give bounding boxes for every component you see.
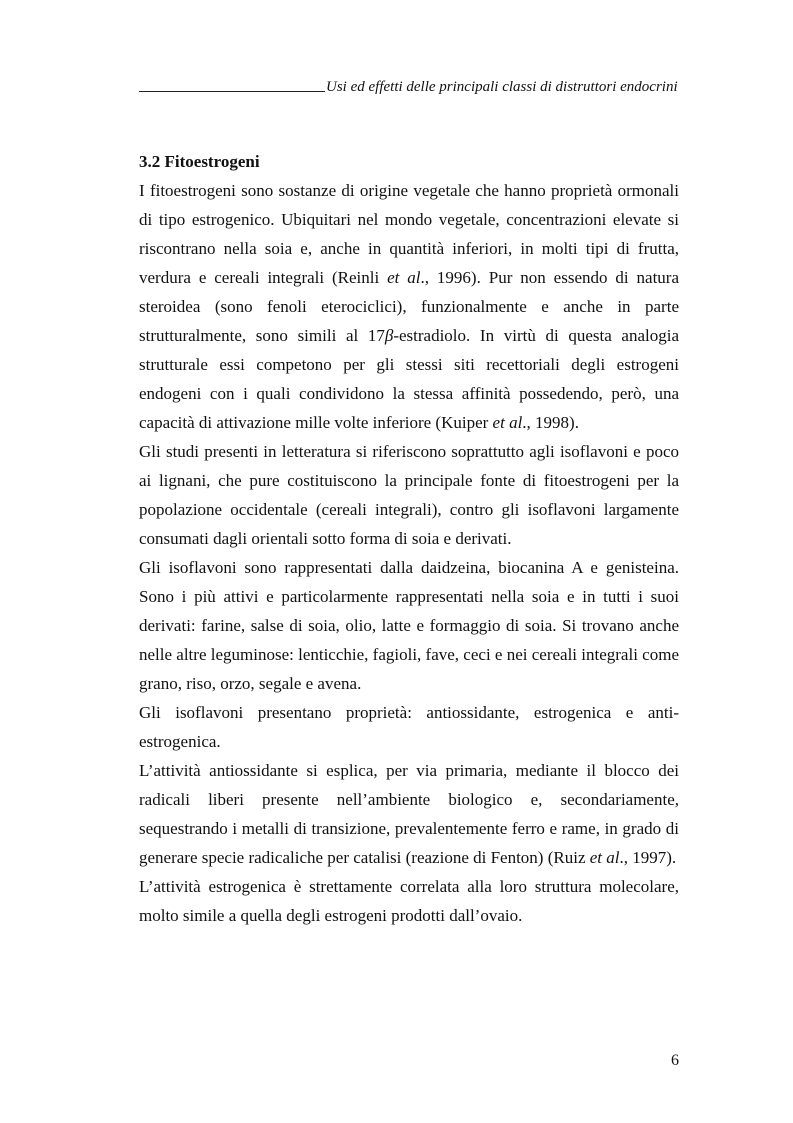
paragraph-3: Gli isoflavoni sono rappresentati dalla daidzeina, biocanina A e genisteina. Sono i più attivi e particolarmente rappresentati nella soia e in tutti i suoi derivati: farine, salse di soia, olio, latte e formaggio di soia. Si trovano anche nelle altre leguminose: lenticchie, fagioli, fave, ceci e nei cereali integrali come grano, riso, orzo, segale e avena. — [139, 558, 679, 693]
running-title: Usi ed effetti delle principali classi di distruttori endocrini — [326, 79, 678, 95]
paragraph-1: I fitoestrogeni sono sostanze di origine vegetale che hanno proprietà ormonali di tipo estrogenico. Ubiquitari nel mondo vegetale, concentrazioni elevate si riscontrano nella soia e, anche in quantità inferiori, in molti tipi di frutta, verdura e cereali integrali (Reinli et al., 1996). Pur non essendo di natura steroidea (sono fenoli eterociclici), funzionalmente e anche in parte strutturalmente, sono simili al 17β-estradiolo. In virtù di questa analogia strutturale essi competono per gli stessi siti recettoriali degli estrogeni endogeni con i quali condividono la stessa affinità possedendo, però, una capacità di attivazione mille volte inferiore (Kuiper et al., 1998). — [139, 181, 680, 432]
paragraph-5: L’attività antiossidante si esplica, per via primaria, mediante il blocco dei radicali liberi presente nell’ambiente biologico e, secondariamente, sequestrando i metalli di transizione, prevalentemente ferro e rame, in grado di generare specie radicaliche per catalisi (reazione di Fenton) (Ruiz et al., 1997). — [139, 761, 679, 867]
paragraph-6: L’attività estrogenica è strettamente correlata alla loro struttura molecolare, molto simile a quella degli estrogeni prodotti dall’ovaio. — [139, 877, 679, 925]
paragraph-4: Gli isoflavoni presentano proprietà: antiossidante, estrogenica e anti-estrogenica. — [139, 703, 679, 751]
section-title: 3.2 Fitoestrogeni — [139, 152, 260, 171]
body-text — [139, 147, 679, 930]
header-rule — [139, 91, 325, 92]
paragraph-2: Gli studi presenti in letteratura si riferiscono soprattutto agli isoflavoni e poco ai lignani, che pure costituiscono la principale fonte di fitoestrogeni per la popolazione occidentale (cereali integrali), contro gli isoflavoni largamente consumati dagli orientali sotto forma di soia e derivati. — [139, 442, 679, 548]
page-number: 6 — [671, 1052, 679, 1069]
running-header — [139, 79, 678, 96]
